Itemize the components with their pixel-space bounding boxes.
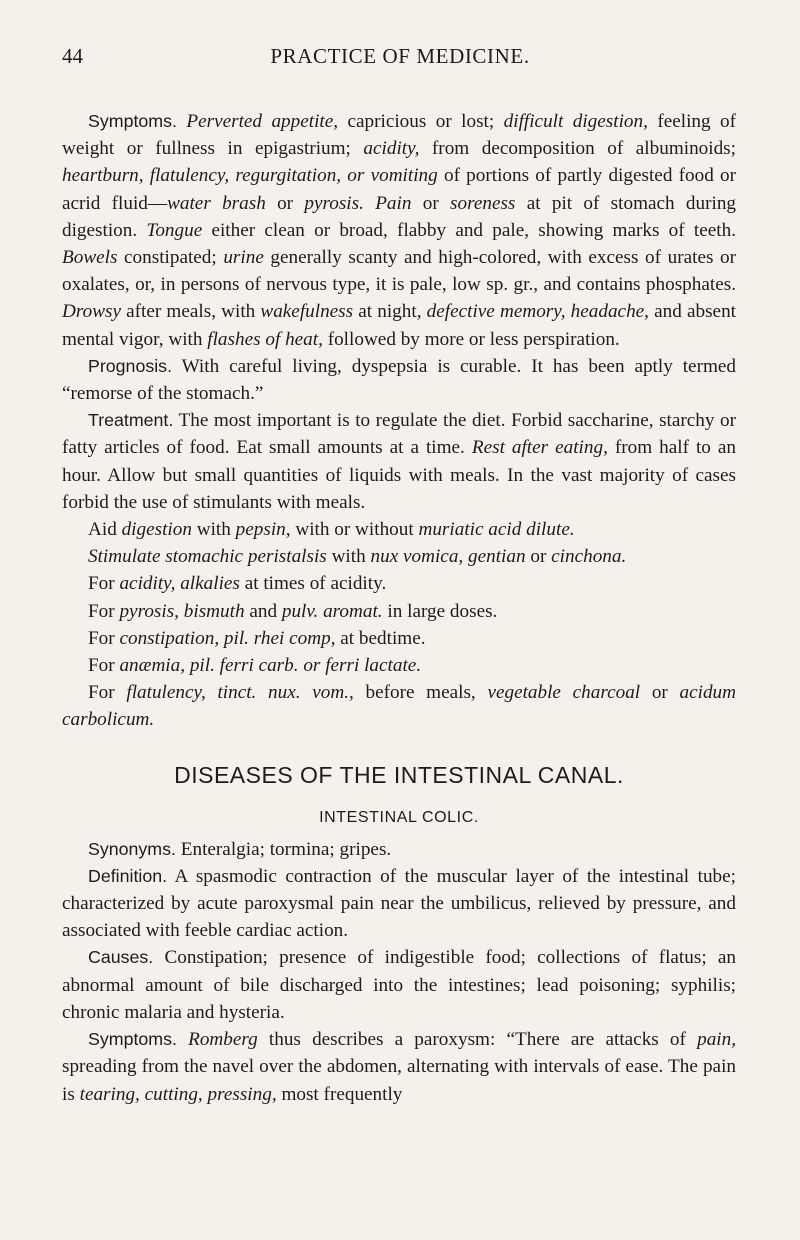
paragraph-lead: Causes. — [88, 947, 154, 968]
paragraph-lead: Prognosis. — [88, 355, 173, 376]
running-head: PRACTICE OF MEDICINE. — [270, 44, 530, 68]
paragraph-lead: Synonyms. — [88, 838, 176, 859]
paragraph-anaemia: For anæmia, pil. ferri carb. or ferri lactate. — [88, 655, 422, 677]
paragraph-synonyms: Synonyms. Enteralgia; tormina; gripes. — [88, 838, 392, 860]
paragraph-constipation: For constipation, pil. rhei comp, at bedtime. — [88, 627, 426, 649]
paragraph-lead: Symptoms. — [88, 1029, 177, 1050]
paragraph-prognosis: Prognosis. With careful living, dyspepsia is curable. It has been aptly termed “remorse of the stomach.” — [62, 355, 736, 405]
paragraph-aid-digestion: Aid digestion with pepsin, with or without muriatic acid dilute. — [88, 519, 575, 541]
paragraph-flatulency: For flatulency, tinct. nux. vom., before meals, vegetable charcoal or acidum carbolicum. — [62, 682, 737, 731]
paragraph-treatment: Treatment. The most important is to regulate the diet. Forbid saccharine, starchy or fatty articles of food. Eat small amounts at a time. Rest after eating, from half to an hour. Allow but small quantities of liquids with meals. In the vast majority of cases forbid the use of stimulants with meals. — [62, 410, 737, 513]
paragraph-colic-symptoms: Symptoms. Romberg thus describes a paroxysm: “There are attacks of pain, spreading from the navel over the abdomen, alternating with intervals of ease. The pain is tearing, cutting, pressing, most frequently — [62, 1029, 737, 1105]
paragraph-lead: Definition. — [88, 865, 168, 886]
paragraph-stimulate: Stimulate stomachic peristalsis with nux vomica, gentian or cinchona. — [88, 546, 627, 568]
chapter-title: DISEASES OF THE INTESTINAL CANAL. — [174, 761, 624, 788]
paragraph-definition: Definition. A spasmodic contraction of the muscular layer of the intestinal tube; characterized by acute paroxysmal pain near the umbilicus, relieved by pressure, and associated with feeble cardiac action. — [62, 865, 736, 942]
section-title: INTESTINAL COLIC. — [319, 808, 479, 826]
paragraph-symptoms: Symptoms. Perverted appetite, capricious or lost; difficult digestion, feeling of weight or fullness in epigastrium; acidity, from decomposition of albuminoids; heartburn, flatulency, regurgitation, or vomiting of portions of partly digested food or acrid fluid—water brash or pyrosis. Pain or soreness at pit of stomach during digestion. Tongue either clean or broad, flabby and pale, showing marks of teeth. Bowels constipated; urine generally scanty and high-colored, with excess of urates or oxalates, or, in persons of nervous type, it is pale, low sp. gr., and contains phosphates. Drowsy after meals, with wakefulness at night, defective memory, headache, and absent mental vigor, with flashes of heat, followed by more or less perspiration. — [62, 111, 737, 350]
page-header — [62, 44, 738, 74]
paragraph-pyrosis: For pyrosis, bismuth and pulv. aromat. in large doses. — [88, 600, 498, 622]
paragraph-lead: Treatment. — [88, 410, 174, 431]
paragraph-acidity: For acidity, alkalies at times of acidity. — [88, 573, 387, 595]
paragraph-lead: Symptoms. — [88, 111, 177, 131]
paragraph-causes: Causes. Constipation; presence of indigestible food; collections of flatus; an abnormal amount of bile discharged into the intestines; lead poisoning; syphilis; chronic malaria and hysteria. — [62, 947, 736, 1023]
page-body — [62, 108, 736, 1108]
page-number: 44 — [62, 44, 83, 68]
